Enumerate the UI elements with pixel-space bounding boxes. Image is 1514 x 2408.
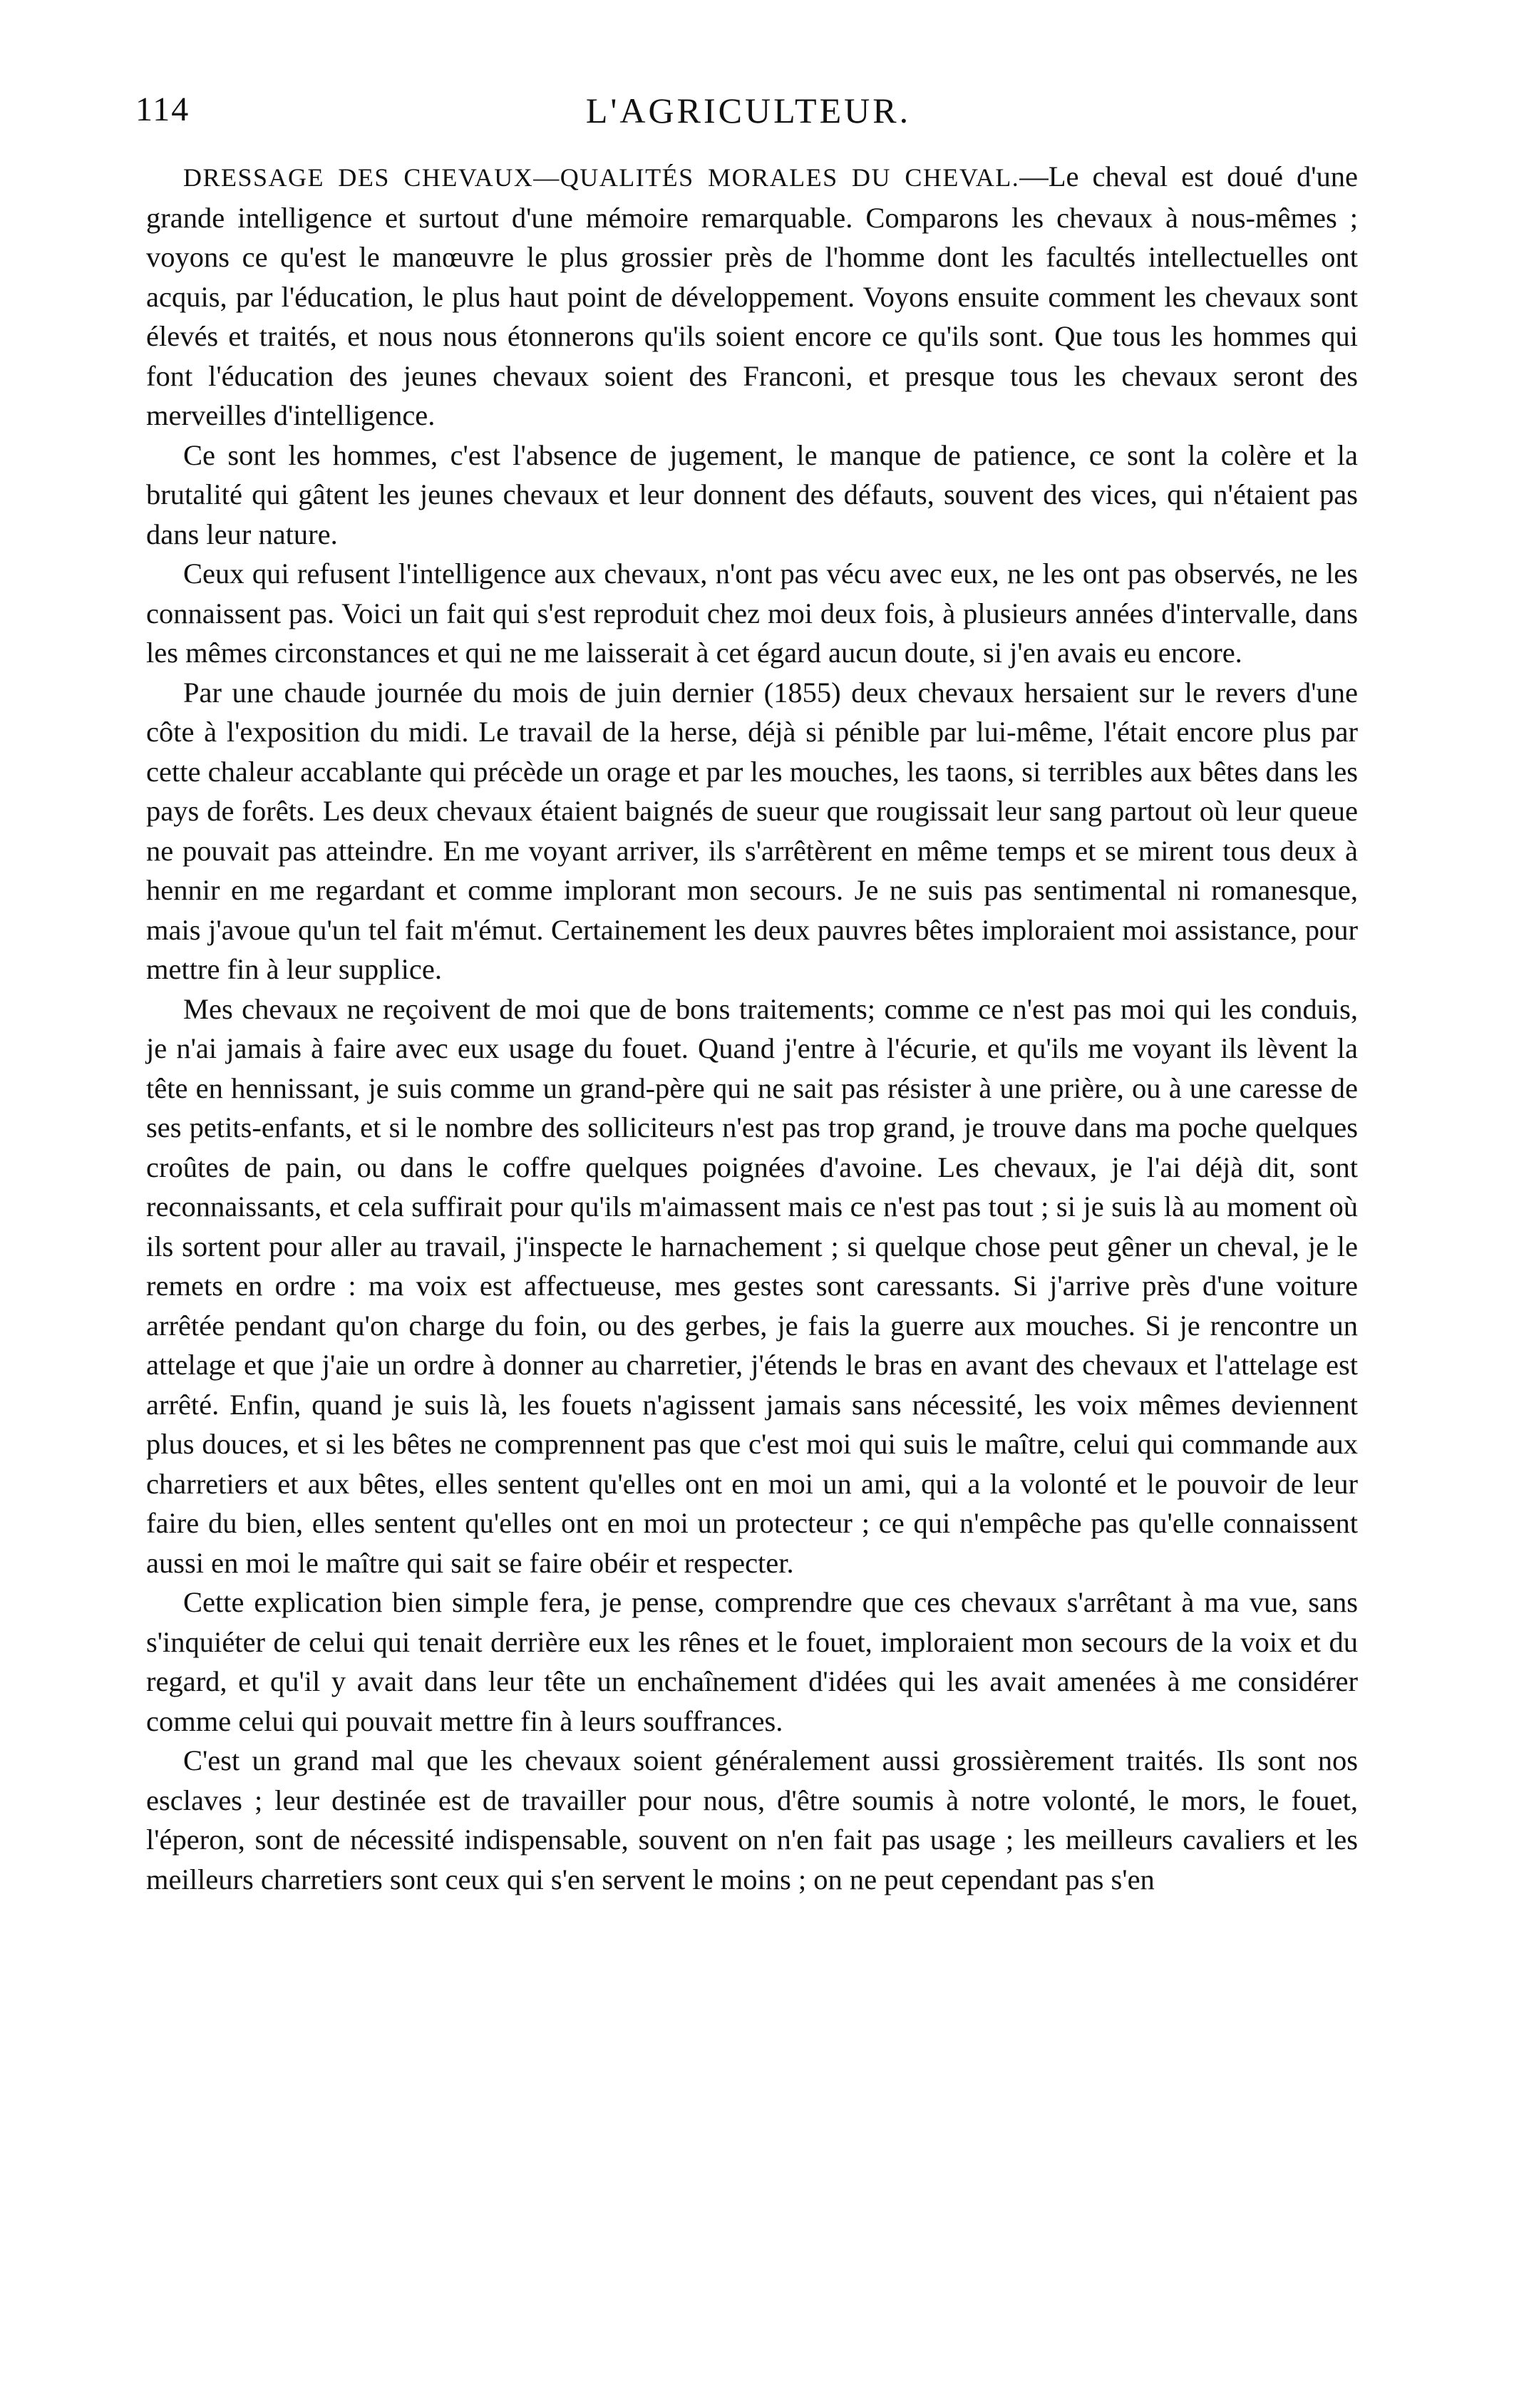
paragraph-6: Cette explication bien simple fera, je pense, comprendre que ces chevaux s'arrêtant à ma vue, sans s'inquiéter de celui qui tenait derrière eux les rênes et le fouet, imploraient mon secours de la voix et du regard, et qu'il y avait dans leur tête un enchaînement d'idées qui les avait amenées à me considérer comme celui qui pouvait mettre fin à leurs souffrances. — [146, 1586, 1358, 1737]
paragraph-1 — [146, 157, 1358, 436]
page-number: 114 — [135, 91, 190, 128]
paragraph-2: Ce sont les hommes, c'est l'absence de jugement, le manque de patience, ce sont la colère et la brutalité qui gâtent les jeunes chevaux et leur donnent des défauts, souvent des vices, qui n'étaient pas dans leur nature. — [146, 438, 1358, 550]
article-body — [146, 157, 1358, 1899]
paragraph-4: Par une chaude journée du mois de juin dernier (1855) deux chevaux hersaient sur le revers d'une côte à l'exposition du midi. Le travail de la herse, déjà si pénible par lui-même, l'était encore plus par cette chaleur accablante qui précède un orage et par les mouches, les taons, si terribles aux bêtes dans les pays de forêts. Les deux chevaux étaient baignés de sueur que rougissait leur sang partout où leur queue ne pouvait pas atteindre. En me voyant arriver, ils s'arrêtèrent en même temps et se mirent tous deux à hennir en me regardant et comme implorant mon secours. Je ne suis pas sentimental ni romanesque, mais j'avoue qu'un tel fait m'émut. Certainement les deux pauvres bêtes imploraient moi assistance, pour mettre fin à leur supplice. — [146, 676, 1358, 985]
paragraph-5: Mes chevaux ne reçoivent de moi que de bons traitements; comme ce n'est pas moi qui les conduis, je n'ai jamais à faire avec eux usage du fouet. Quand j'entre à l'écurie, et qu'ils me voyant ils lèvent la tête en hennissant, je suis comme un grand-père qui ne sait pas résister à une prière, ou à une caresse de ses petits-enfants, et si le nombre des solliciteurs n'est pas trop grand, je trouve dans ma poche quelques croûtes de pain, ou dans le coffre quelques poignées d'avoine. Les chevaux, je l'ai déjà dit, sont reconnaissants, et cela suffirait pour qu'ils m'aimassent mais ce n'est pas tout ; si je suis là au moment où ils sortent pour aller au travail, j'inspecte le harnachement ; si quelque chose peut gêner un cheval, je le remets en ordre : ma voix est affectueuse, mes gestes sont caressants. Si j'arrive près d'une voiture arrêtée pendant qu'on charge du foin, ou des gerbes, je fais la guerre aux mouches. Si je rencontre un attelage et que j'aie un ordre à donner au charretier, j'étends le bras en avant des chevaux et l'attelage est arrêté. Enfin, quand je suis là, les fouets n'agissent jamais sans nécessité, les voix mêmes deviennent plus douces, et si les bêtes ne comprennent pas que c'est moi qui suis le maître, celui qui commande aux charretiers et aux bêtes, elles sentent qu'elles ont en moi un ami, qui a la volonté et le pouvoir de leur faire du bien, elles sentent qu'elles ont en moi un protecteur ; ce qui n'empêche pas qu'elle connaissent aussi en moi le maître qui sait se faire obéir et respecter. — [146, 992, 1358, 1579]
paragraph-1-text: —Le cheval est doué d'une grande intelligence et surtout d'une mémoire remarquable. Comparons les chevaux à nous-mêmes ; voyons ce qu'est le manœuvre le plus grossier près de l'homme dont les facultés intellectuelles ont acquis, par l'éducation, le plus haut point de développement. Voyons ensuite comment les chevaux sont élevés et traités, et nous nous étonnerons qu'ils soient encore ce qu'ils sont. Que tous les hommes qui font l'éducation des jeunes chevaux soient des Franconi, et presque tous les chevaux seront des merveilles d'intelligence. — [146, 160, 1358, 431]
running-header — [135, 90, 1361, 140]
running-title: L'AGRICULTEUR. — [585, 91, 912, 130]
paragraph-7: C'est un grand mal que les chevaux soient généralement aussi grossièrement traités. Ils sont nos esclaves ; leur destinée est de travailler pour nous, d'être soumis à notre volonté, le mors, le fouet, l'éperon, sont de nécessité indispensable, souvent on n'en fait pas usage ; les meilleurs cavaliers et les meilleurs charretiers sont ceux qui s'en servent le moins ; on ne peut cependant pas s'en — [146, 1744, 1358, 1895]
paragraph-3: Ceux qui refusent l'intelligence aux chevaux, n'ont pas vécu avec eux, ne les ont pas observés, ne les connaissent pas. Voici un fait qui s'est reproduit chez moi deux fois, à plusieurs années d'intervalle, dans les mêmes circonstances et qui ne me laisserait à cet égard aucun doute, si j'en avais eu encore. — [146, 557, 1358, 669]
section-heading: DRESSAGE DES CHEVAUX—QUALITÉS MORALES DU CHEVAL. — [183, 163, 1020, 192]
